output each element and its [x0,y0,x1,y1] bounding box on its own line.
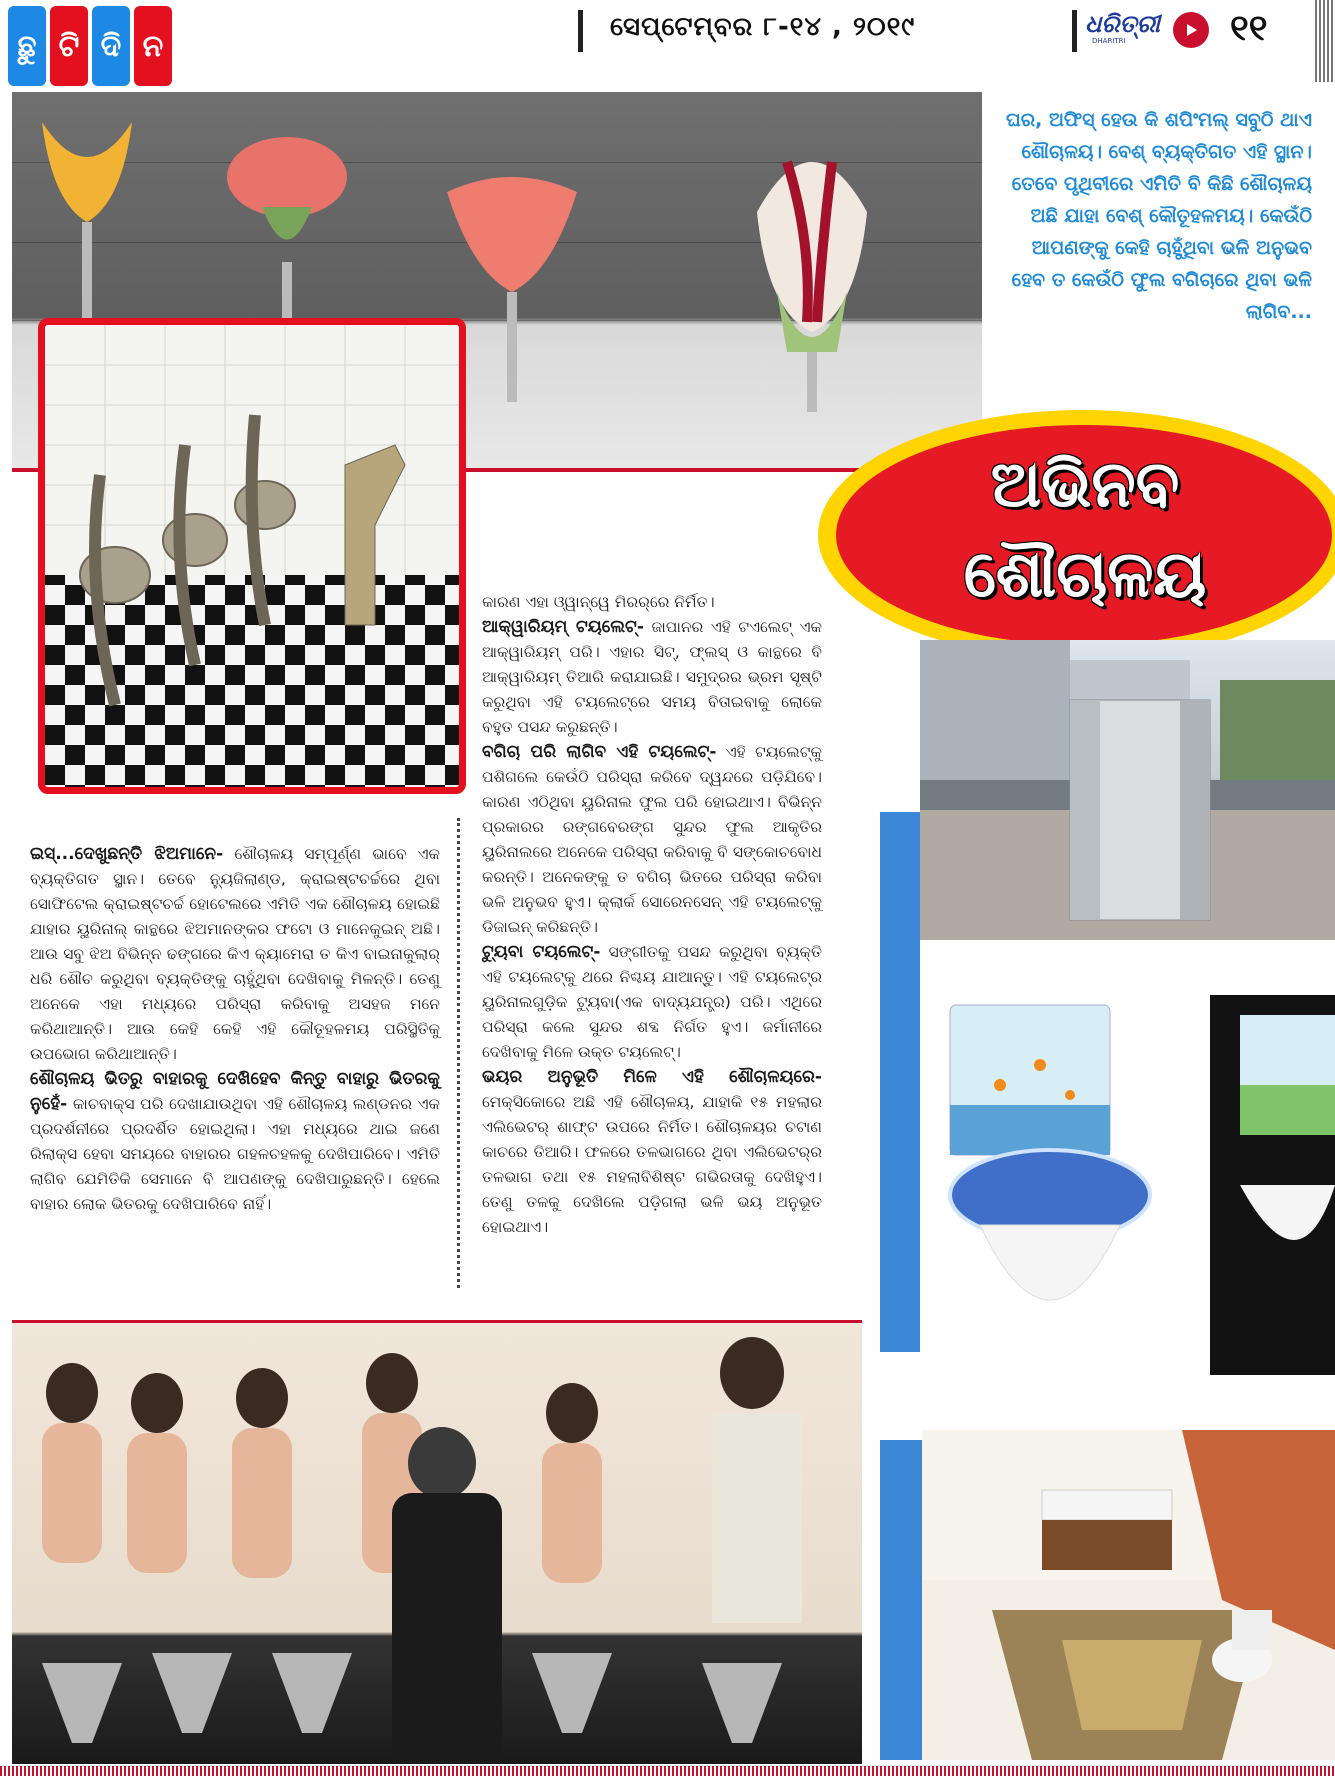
section-logo [8,6,172,86]
paragraph-body: କାରଣ ଏହା ଓ୍ୱାନ୍‌ୱେ ମିରର୍‌ରେ ନିର୍ମିତ। [482,593,715,611]
section-logo-letter: ନ [134,6,172,86]
subheading: ବଗିଚା ପରି ଲାଗିବ ଏହି ଟୟଲେଟ୍- [482,742,717,762]
article-paragraph [482,940,822,1065]
intro-text: ଘର, ଅଫିସ୍ ହେଉ କି ଶପିଂମଲ୍ ସବୁଠି ଥାଏ ଶୌଚାଳୟ। ବେଶ୍ ବ୍ୟକ୍ତିଗତ ଏହି ସ୍ଥାନ। ତେବେ ପୃଥିବୀରେ ଏମିତି ବି କିଛି ଶୌଚାଳୟ ଅଛି ଯାହା ବେଶ୍ କୌତୂହଳମୟ। କେଉଁଠି ଆପଣଙ୍କୁ କେହି ଚାହୁଁଥିବା ଭଳି ଅନୁଭବ ହେବ ତ କେଉଁଠି ଫୁଲ ବଗିଚାରେ ଥିବା ଭଳି ଲାଗିବ... [1005,109,1312,323]
subheading: ଭୟର ଅନୁଭୂତି ମିଳେ ଏହି ଶୌଚାଳୟରେ- [482,1067,822,1087]
decorative-strip [0,1766,1335,1776]
flower-urinal-striped [747,122,877,422]
subheading: ଟ୍ୟୁବା ଟୟଲେଟ୍- [482,942,601,962]
paragraph-body: କାଚବାକ୍ସ ପରି ଦେଖାଯାଉଥିବା ଏହି ଶୌଚାଳୟ ଲଣ୍ଡନର ଏକ ପ୍ରଦର୍ଶନୀରେ ପ୍ରଦର୍ଶିତ ହୋଇଥିଲା। ଏହା ମଧ୍ୟରେ ଥାଇ ଜଣେ ରିଲାକ୍ସ ହେବା ସମୟରେ ବାହାରର ଗହଳଚହଳକୁ ଦେଖିପାରିବେ। ଏମିତି ଲାଗିବ ଯେମିତିକି ସେମାନେ ବି ଆପଣଙ୍କୁ ଦେଖିପାରୁଛନ୍ତି। ହେଲେ ବାହାର ଲୋକ ଭିତରକୁ ଦେଖିପାରିବେ ନାହିଁ। [30,1095,441,1213]
section-logo-letter: ଟି [50,6,88,86]
subheading: ଇସ୍...ଦେଖୁଛନ୍ତି ଝିଅମାନେ- [30,844,224,864]
article-paragraph [30,1067,440,1217]
decorative-bar [880,1440,922,1760]
paragraph-body: ମେକ୍ସିକୋରେ ଅଛି ଏହି ଶୌଚାଳୟ, ଯାହାକି ୧୫ ମହଲାର ଏଲିଭେଟର୍ ଶାଫ୍ଟ ଉପରେ ନିର୍ମିତ। ଶୌଚାଳୟର ଚଟାଣ କାଚରେ ତିଆରି। ଫଳରେ ତଳଭାଗରେ ଥିବା ଏଲିଭେଟର୍‌ର ତଳଭାଗ ତଥା ୧୫ ମହଲାବିଶିଷ୍ଟ ଗଭିରତାକୁ ଦେଖିହୁଏ। ତେଣୁ ତଳକୁ ଦେଖିଲେ ପଡ଼ିଗଲା ଭଳି ଭୟ ଅନୁଭୂତ ହୋଇଥାଏ। [482,1093,822,1236]
article-paragraph [482,740,822,940]
paragraph-body: ସଙ୍ଗୀତକୁ ପସନ୍ଦ କରୁଥିବା ବ୍ୟକ୍ତି ଏହି ଟୟଲେଟ୍‌କୁ ଥରେ ନିଶ୍ଚୟ ଯାଆନ୍ତୁ। ଏହି ଟୟଲେଟ୍‌ର ୟୁରିନାଲଗୁଡ଼ିକ ଟ୍ୟୁବା(ଏକ ବାଦ୍ୟଯନ୍ତ୍ର) ପରି। ଏଥିରେ ପରିସ୍ରା କଲେ ସୁନ୍ଦର ଶବ୍ଦ ନିର୍ଗତ ହୁଏ। ଜର୍ମାନୀରେ ଦେଖିବାକୁ ମିଳେ ଉକ୍ତ ଟୟଲେଟ୍। [482,943,822,1061]
flower-urinal-yellow [32,112,142,342]
issue-date: ସେପ୍ଟେମ୍ବର ୮-୧୪ , ୨୦୧୯ [610,12,916,42]
header-divider [578,10,583,52]
newspaper-logo-sub: DHARITRI [1092,37,1126,45]
page-number: ୧୧ [1230,8,1268,49]
header-divider [1072,10,1077,52]
column-divider [457,818,460,1288]
paragraph-body: ଶୌଚାଳୟ ସମ୍ପୂର୍ଣ୍ଣ ଭାବେ ଏକ ବ୍ୟକ୍ତିଗତ ସ୍ଥାନ। ତେବେ ନ୍ୟୁଜିଲାଣ୍ଡ, କ୍ରାଇଷ୍ଟଚର୍ଚ୍ଚରେ ଥିବା ସୋଫିଟେଲ କ୍ରାଇଷ୍ଟଚର୍ଚ୍ଚ ହୋଟେଲରେ ଏମିତି ଏକ ଶୌଚାଳୟ ହୋଇଛି ଯାହାର ୟୁରିନାଲ୍ କାନ୍ଥରେ ଝିଅମାନଙ୍କର ଫଟୋ ଓ ମାନେକୁଇନ୍ ଅଛି। ଆଉ ସବୁ ଝିଅ ବିଭିନ୍ନ ଢଙ୍ଗରେ କିଏ କ୍ୟାମେରା ତ କିଏ ବାଇନାକୁଲାର୍ ଧରି ଶୌଚ କରୁଥିବା ବ୍ୟକ୍ତିଙ୍କୁ ଚାହୁଁଥିବା ଦେଖିବାକୁ ମିଳନ୍ତି। ତେଣୁ ଅନେକେ ଏହା ମଧ୍ୟରେ ପରିସ୍ରା କରିବାକୁ ଅସହଜ ମନେ କରିଥାଆନ୍ତି। ଆଉ କେହି କେହି ଏହି କୌତୂହଳମୟ ପରିସ୍ଥିତିକୁ ଉପଭୋଗ କରିଥାଆନ୍ତି। [30,845,440,1063]
play-icon [1173,12,1209,48]
photo-aquarium-toilet [920,995,1335,1375]
article-paragraph [482,590,822,615]
article-paragraph [482,1065,822,1240]
photo-glass-floor-toilet [922,1430,1335,1760]
photo-tuba-urinals [38,318,466,794]
headline-line-2: ଶୌଚାଳୟ [963,538,1207,612]
paragraph-body: ଜାପାନର ଏହି ଟଏଲେଟ୍ ଏକ ଆକ୍ୱାରିୟମ୍ ପରି। ଏହାର ସିଟ୍, ଫ୍ଲସ୍ ଓ କାନ୍ଥରେ ବି ଆକ୍ୱାରିୟମ୍ ତିଆରି କରାଯାଇଛି। ସମୁଦ୍ରର ଭ୍ରମ ସୃଷ୍ଟି କରୁଥିବା ଏହି ଟୟଲେଟ୍‌ରେ ସମୟ ବିତାଇବାକୁ ଲୋକେ ବହୁତ ପସନ୍ଦ କରୁଛନ୍ତି। [482,618,822,736]
subheading: ଶୌଚାଳୟ ଭିତରୁ ବାହାରକୁ ଦେଖିହେବ କିନ୍ତୁ ବାହାରୁ ଭିତରକୁ ନୁହେଁ- [30,1069,440,1114]
section-logo-letter: ଛୁ [8,6,46,86]
article-paragraph [30,842,440,1067]
article-column-left [30,842,440,1217]
newspaper-logo: ଧରିତ୍ରୀ [1085,10,1160,38]
photo-women-mural-urinals [12,1320,862,1764]
section-logo-letter: ଦି [92,6,130,86]
subheading: ଆକ୍ୱାରିୟମ୍ ଟୟଲେଟ୍- [482,617,644,637]
photo-mirror-cube-toilet [920,640,1335,940]
article-column-middle [482,590,822,1240]
decorative-bar [880,812,920,1352]
paragraph-body: ଏହି ଟୟଲେଟ୍‌କୁ ପଶିଗଲେ କେଉଁଠି ପରିସ୍ରା କରିବେ ଦ୍ୱନ୍ଦରେ ପଡ଼ିଯିବେ। କାରଣ ଏଠିଥିବା ୟୁରିନାଲ ଫୁଲ ପରି ହୋଇଥାଏ। ବିଭିନ୍ନ ପ୍ରକାରର ରଙ୍ଗବେରଙ୍ଗ ସୁନ୍ଦର ଫୁଲ ଆକୃତିର ୟୁରିନାଲରେ ଅନେକେ ପରିସ୍ରା କରିବାକୁ ବି ସଙ୍କୋଚବୋଧ କରନ୍ତି। ଅନେକଙ୍କୁ ତ ବଗିଚା ଭିତରେ ପରିସ୍ରା କରିବା ଭଳି ଅନୁଭବ ହୁଏ। କ୍ଲାର୍କ ସୋରେନସେନ୍ ଏହି ଟୟଲେଟ୍‌କୁ ଡିଜାଇନ୍ କରିଛନ୍ତି। [482,743,822,936]
article-paragraph [482,615,822,740]
headline-line-1: ଅଭିନବ [990,448,1180,522]
decorative-strip [1315,0,1335,82]
